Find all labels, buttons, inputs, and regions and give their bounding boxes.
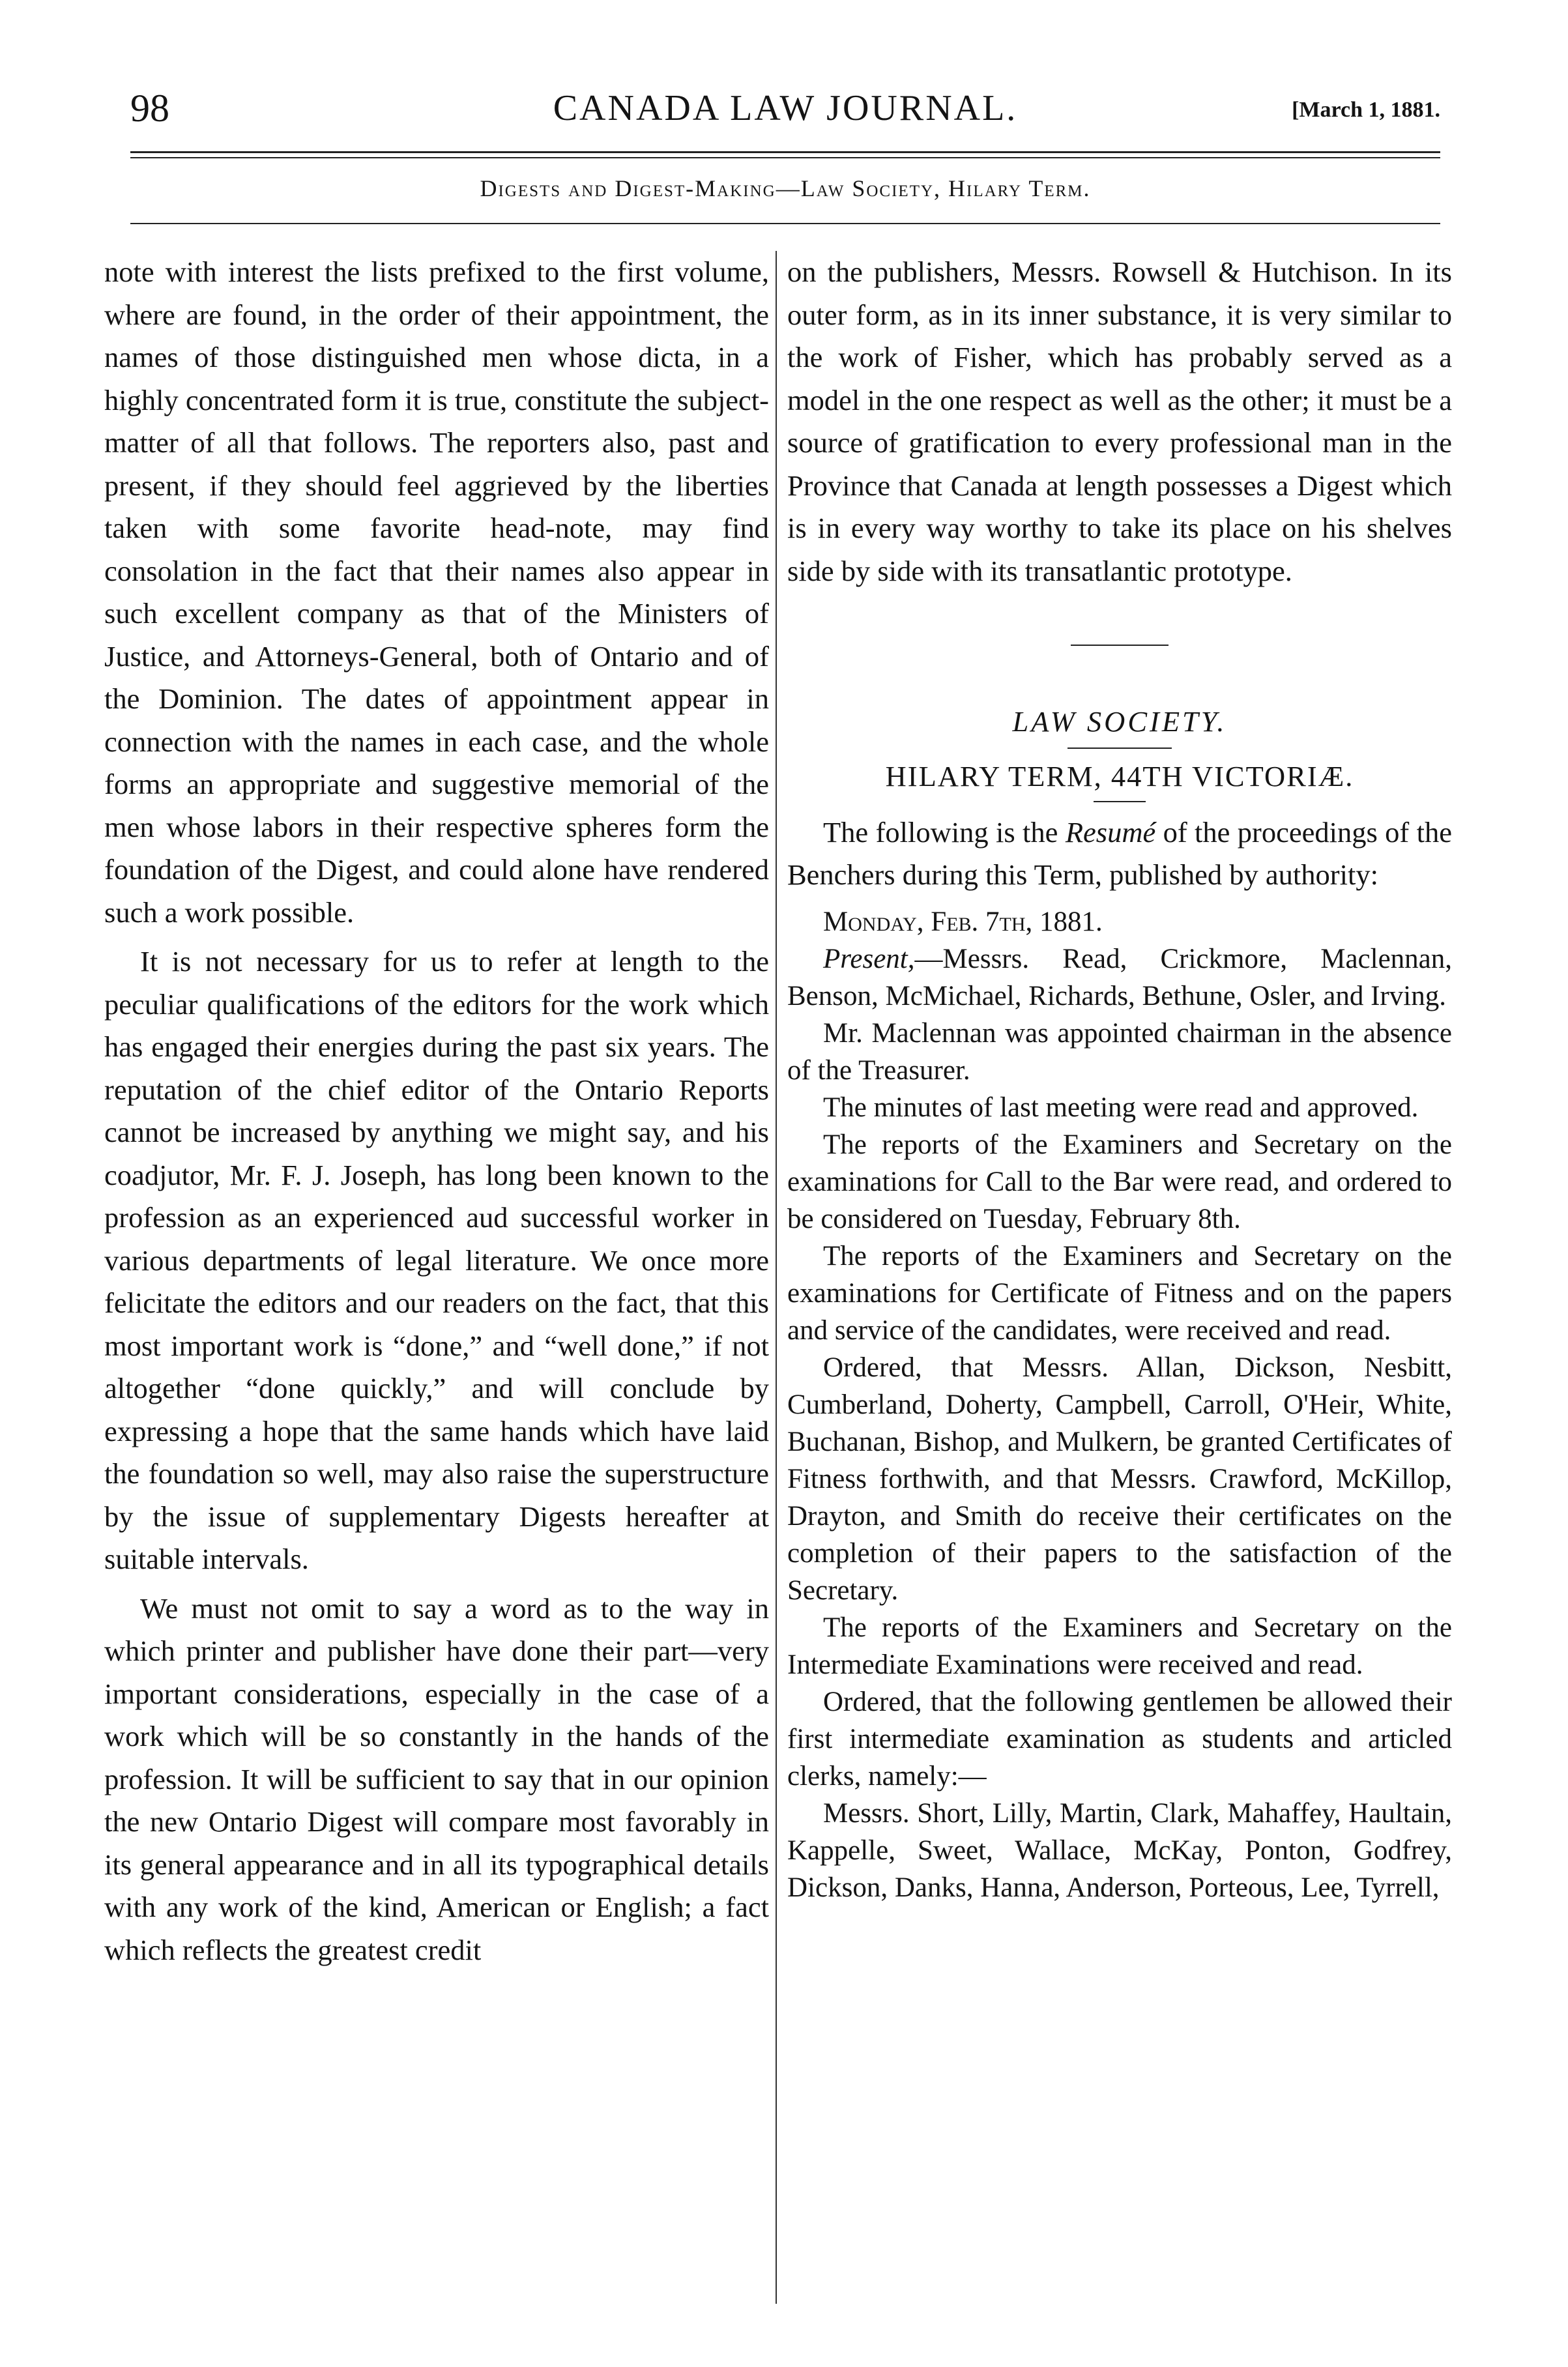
minute-2: The minutes of last meeting were read and approved. bbox=[823, 1092, 1419, 1123]
left-paragraph-2: It is not necessary for us to refer at length to the peculiar qualifications of the editors for the work which has engaged their energies during the past six years. The reputation of the chief editor of the Ontario Reports cannot be increased by anything we might say, and his coadjutor, Mr. F. J. Joseph, has long been known to the profession as an experienced aud successful worker in various departments of legal literature. We once more felicitate the editors and our readers on the fact, that this most important work is “done,” and “well done,” if not altogether “done quickly,” and will conclude by expressing a hope that the same hands which have laid the foundation so well, may also raise the superstructure by the issue of supplementary Digests hereafter at suitable intervals. bbox=[104, 945, 769, 1575]
intro-text-b: of the proceedings of the Benchers during this Term, published by authority: bbox=[787, 815, 1452, 891]
minute-1: Mr. Maclennan was appointed chairman in the absence of the Treasurer. bbox=[787, 1017, 1452, 1086]
minute-8: Messrs. Short, Lilly, Martin, Clark, Mahaffey, Haultain, Kappelle, Sweet, Wallace, McKay, Ponton, Godfrey, Dickson, Danks, Hanna, Anderson, Porteous, Lee, Tyrrell, bbox=[787, 1797, 1452, 1903]
left-paragraph-1: note with interest the lists prefixed to the first volume, where are found, in the order of their appointment, the names of those distinguished men whose dicta, in a highly concentrated form it is true, constitute the subject-matter of all that follows. The reporters also, past and present, if they should feel aggrieved by the liberties taken with some favorite head-note, may find consolation in the fact that their names also appear in such excellent company as that of the Ministers of Justice, and Attorneys-General, both of Ontario and of the Dominion. The dates of appointment appear in connection with the names in each case, and the whole forms an appropriate and suggestive memorial of the men whose labors in their respective spheres form the foundation of the Digest, and could alone have rendered such a work possible. bbox=[104, 255, 769, 929]
column-divider bbox=[776, 251, 777, 2304]
title-underline bbox=[1067, 748, 1172, 749]
header-rule-bottom bbox=[130, 157, 1440, 158]
subtitle-rule bbox=[130, 223, 1440, 224]
right-column bbox=[787, 251, 1452, 1906]
present-label: Present, bbox=[823, 943, 915, 974]
left-paragraph-3: We must not omit to say a word as to the way in which printer and publisher have done their part—very important considerations, especially in the case of a work which will be so constantly in the hands of the profession. It will be sufficient to say that in our opinion the new Ontario Digest will compare most favorably in its general appearance and in all its typographical details with any work of the kind, American or English; a fact which reflects the greatest credit bbox=[104, 1591, 769, 1966]
intro-text-a: The following is the bbox=[823, 815, 1066, 849]
minute-6: The reports of the Examiners and Secretary on the Intermediate Examinations were received and read. bbox=[787, 1612, 1452, 1680]
minute-3: The reports of the Examiners and Secretary on the examinations for Call to the Bar were read, and ordered to be considered on Tuesday, February 8th. bbox=[787, 1129, 1452, 1234]
page-subtitle: Digests and Digest-Making—Law Society, Hilary Term. bbox=[480, 175, 1091, 201]
journal-title: CANADA LAW JOURNAL. bbox=[553, 88, 1018, 128]
minute-4: The reports of the Examiners and Secretary on the examinations for Certificate of Fitness and on the papers and service of the candidates, were received and read. bbox=[787, 1240, 1452, 1346]
issue-date: [March 1, 1881. bbox=[1292, 98, 1440, 122]
meeting-date: Monday, Feb. 7th, 1881. bbox=[823, 906, 1103, 937]
page-number: 98 bbox=[130, 87, 169, 130]
right-paragraph-1: on the publishers, Messrs. Rowsell & Hutchison. In its outer form, as in its inner substance, it is very similar to the work of Fisher, which has probably served as a model in the one respect as well as the other; it must be a source of gratification to every professional man in the Province that Canada at length possesses a Digest which is in every way worthy to take its place on his shelves side by side with its transatlantic prototype. bbox=[787, 255, 1452, 587]
minute-7: Ordered, that the following gentlemen be allowed their first intermediate examination as students and articled clerks, namely:— bbox=[787, 1686, 1452, 1792]
header-rule-top bbox=[130, 151, 1440, 153]
intro-paragraph bbox=[787, 811, 1452, 897]
section-subtitle: HILARY TERM, 44TH VICTORIÆ. bbox=[885, 759, 1354, 792]
subtitle-underline bbox=[1094, 801, 1146, 802]
present-text: —Messrs. Read, Crickmore, Maclennan, Benson, McMichael, Richards, Bethune, Osler, and Irving. bbox=[787, 943, 1452, 1011]
intro-resume: Resumé bbox=[1065, 815, 1156, 849]
minute-5: Ordered, that Messrs. Allan, Dickson, Nesbitt, Cumberland, Doherty, Campbell, Carroll, O'Heir, White, Buchanan, Bishop, and Mulkern, be granted Certificates of Fitness forthwith, and that Messrs. Crawford, McKillop, Drayton, and Smith do receive their certificates on the completion of their papers to the satisfaction of the Secretary. bbox=[787, 1352, 1452, 1606]
left-column bbox=[104, 251, 769, 1971]
present-line bbox=[787, 940, 1452, 1015]
running-header bbox=[130, 78, 1440, 150]
section-title: LAW SOCIETY. bbox=[1012, 705, 1227, 738]
